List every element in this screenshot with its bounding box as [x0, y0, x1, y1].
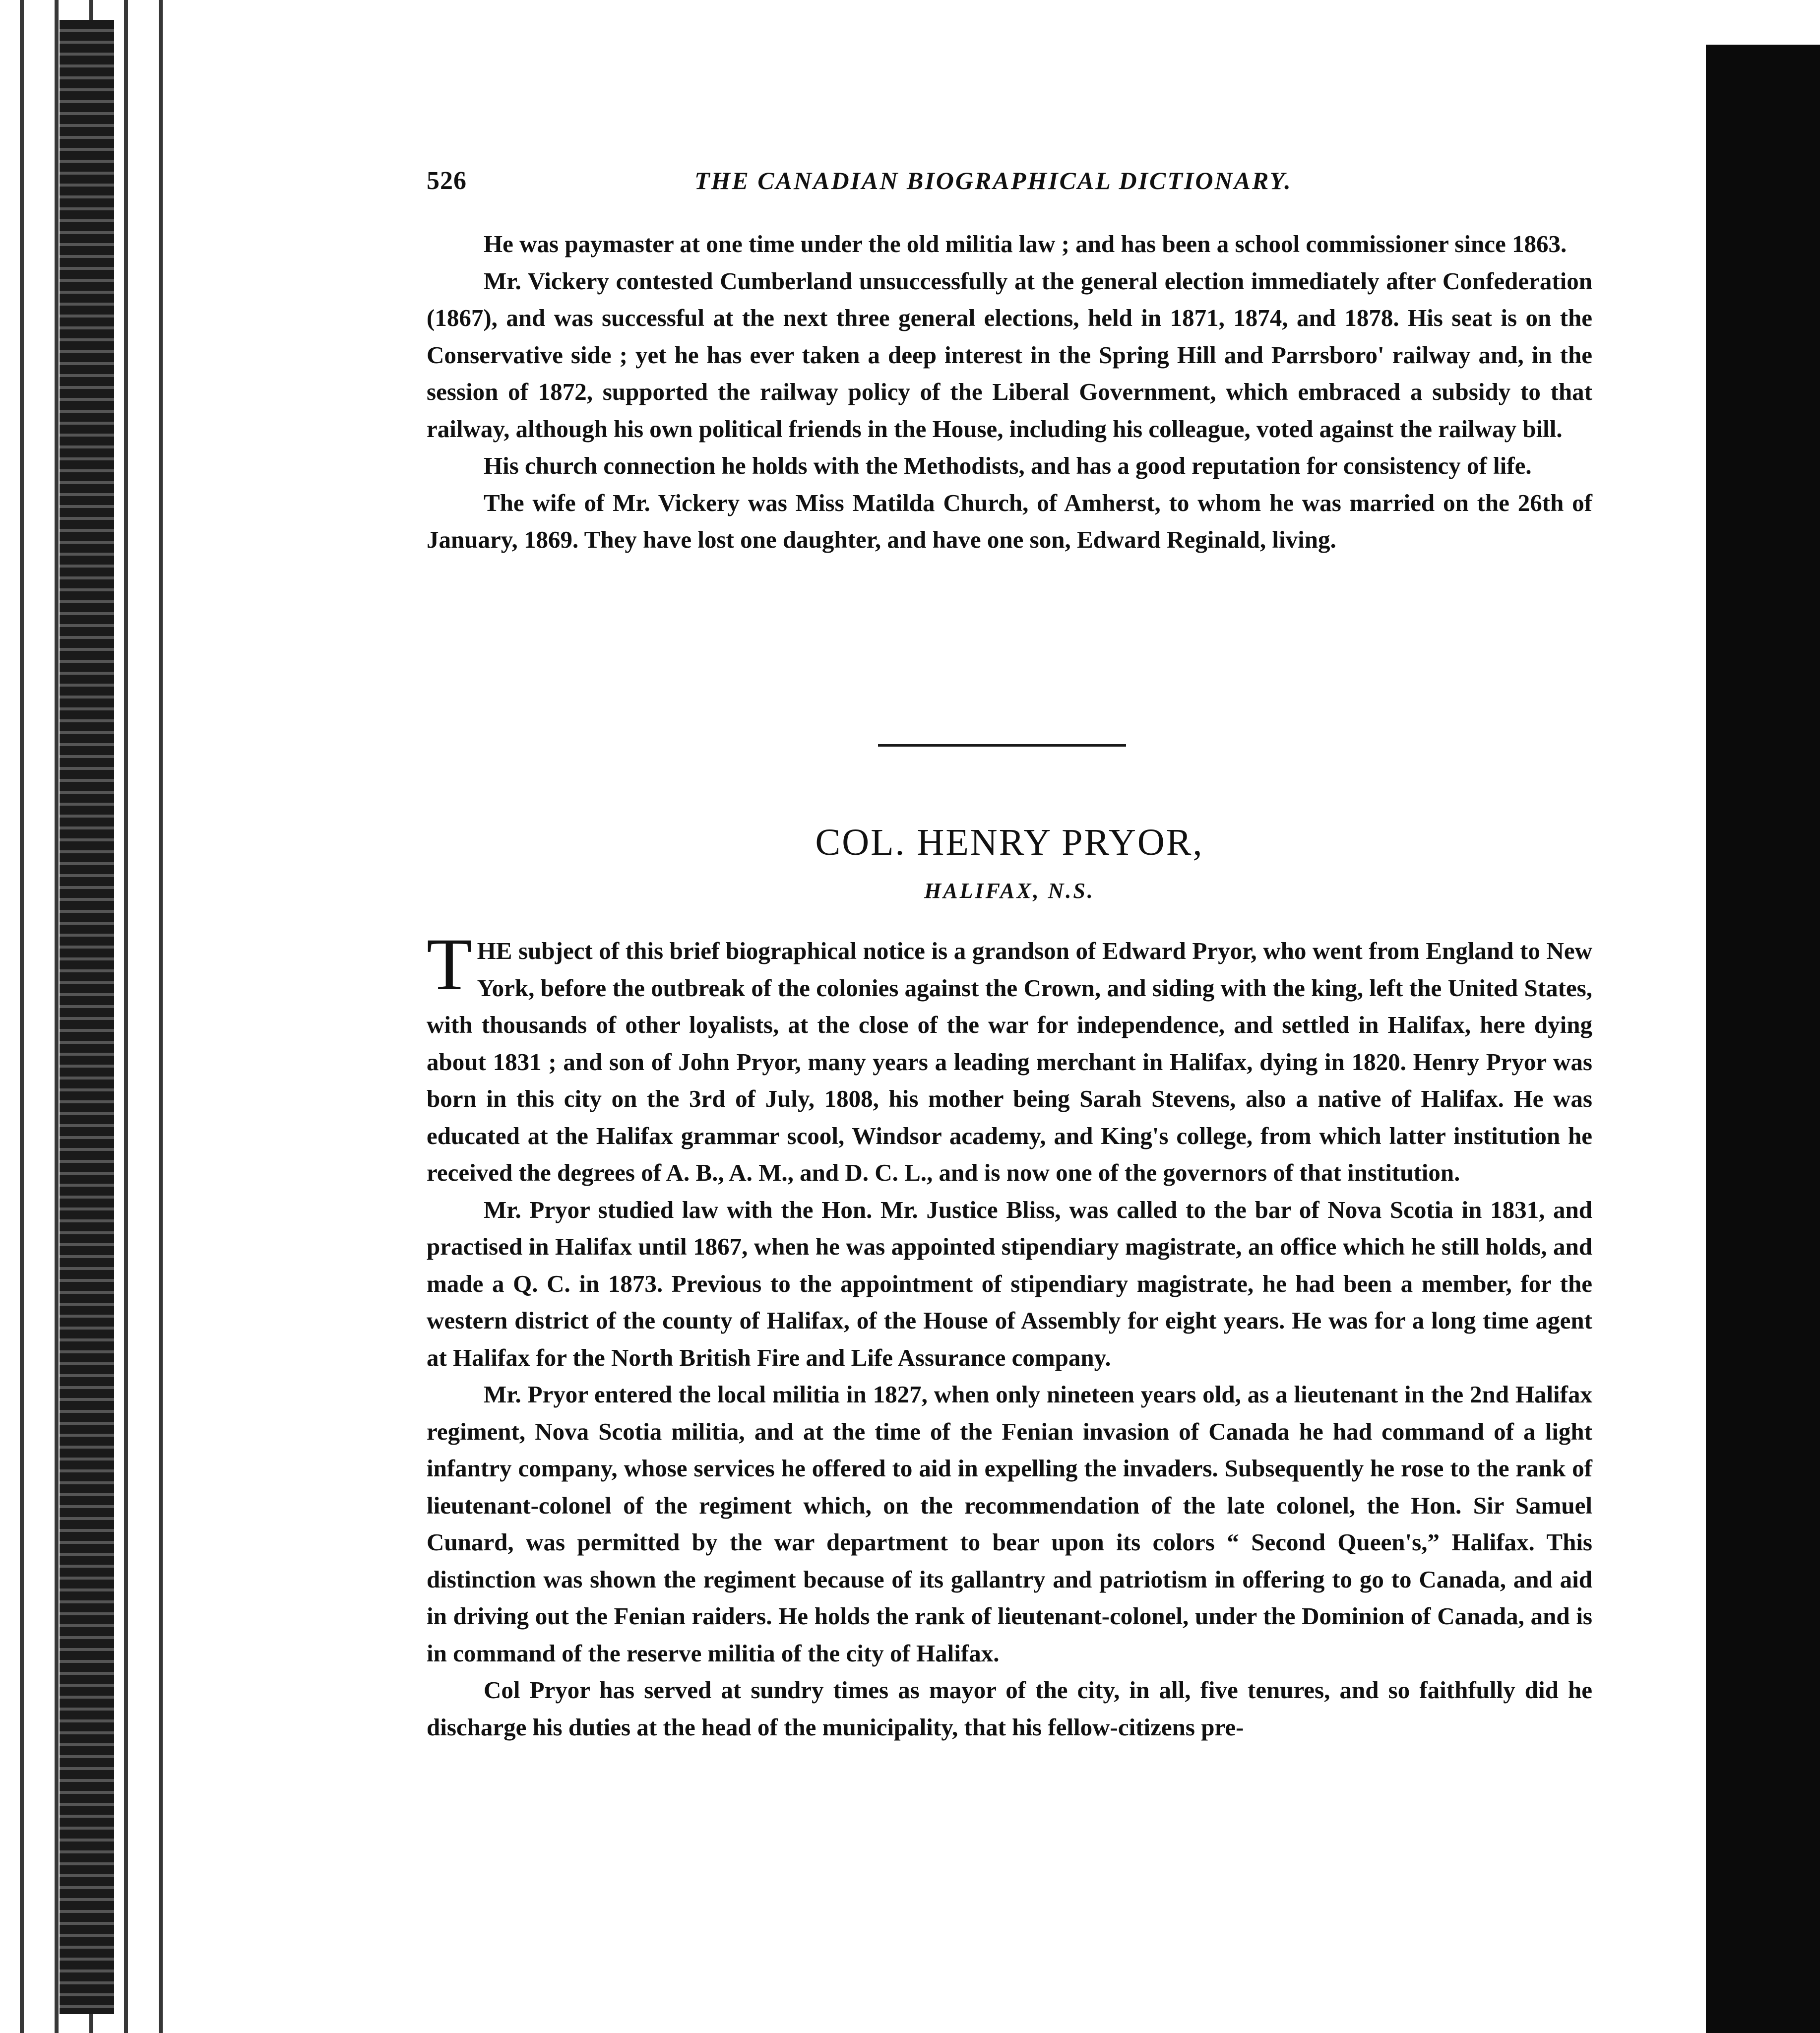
scan-edge-right [1706, 45, 1820, 2033]
running-head: THE CANADIAN BIOGRAPHICAL DICTIONARY. [694, 167, 1292, 194]
paragraph [427, 923, 1592, 1192]
paragraph: Mr. Vickery contested Cumberland unsuccessfully at the general election immediately after Confederation (1867), and was successful at the next three general elections, held in 1871, 1874, and 1878. His seat is on the Conservative side ; yet he has ever taken a deep interest in the Spring Hill and Parrsboro' railway and, in the session of 1872, supported the railway policy of the Liberal Government, which embraced a subsidy to that railway, although his own political friends in the House, including his colleague, voted against the railway bill. [427, 267, 1592, 443]
article-title: COL. HENRY PRYOR, [815, 822, 1204, 863]
paragraph-text: HE subject of this brief biographical notice is a grandson of Edward Pryor, who went from England to New York, before the outbreak of the colonies against the Crown, and siding with the king, left the United States, with thousands of other loyalists, at the close of the war for independence, and settled in Halifax, here dying about 1831 ; and son of John Pryor, many years a leading merchant in Halifax, dying in 1820. Henry Pryor was born in this city on the 3rd of July, 1808, his mother being Sarah Stevens, also a native of Halifax. He was educated at the Halifax grammar scool, Windsor academy, and King's college, from which latter institution he received the degrees of A. B., A. M., and D. C. L., and is now one of the governors of that institution. [427, 937, 1592, 1186]
page-number: 526 [427, 167, 467, 195]
article-place: HALIFAX, N.S. [924, 879, 1095, 903]
drop-cap: T [427, 923, 472, 1006]
paragraph: The wife of Mr. Vickery was Miss Matilda Church, of Amherst, to whom he was married on the 26th of January, 1869. They have lost one daughter, and have one son, Edward Reginald, living. [427, 489, 1592, 553]
page-header [427, 166, 1602, 206]
paragraph: Mr. Pryor studied law with the Hon. Mr. Justice Bliss, was called to the bar of Nova Scotia in 1831, and practised in Halifax until 1867, when he was appointed stipendiary magistrate, an office which he still holds, and made a Q. C. in 1873. Previous to the appointment of stipendiary magistrate, he had been a member, for the western district of the county of Halifax, of the House of Assembly for eight years. He was for a long time agent at Halifax for the North British Fire and Life Assurance company. [427, 1196, 1592, 1371]
paragraph: He was paymaster at one time under the old militia law ; and has been a school commissioner since 1863. [484, 230, 1567, 257]
paragraph: His church connection he holds with the Methodists, and has a good reputation for consistency of life. [484, 452, 1532, 479]
paragraph: Col Pryor has served at sundry times as mayor of the city, in all, five tenures, and so faithfully did he discharge his duties at the head of the municipality, that his fellow-citizens pre- [427, 1676, 1592, 1741]
previous-entry-continuation [427, 226, 1592, 559]
article-body [427, 923, 1592, 1746]
scan-binding-shadow [60, 20, 114, 2014]
section-divider [878, 744, 1126, 747]
paragraph: Mr. Pryor entered the local militia in 1827, when only nineteen years old, as a lieutenant in the 2nd Halifax regiment, Nova Scotia militia, and at the time of the Fenian invasion of Canada he had command of a light infantry company, whose services he offered to aid in expelling the invaders. Subsequently he rose to the rank of lieutenant-colonel of the regiment which, on the recommendation of the late colonel, the Hon. Sir Samuel Cunard, was permitted by the war department to bear upon its colors “ Second Queen's,” Halifax. This distinction was shown the regiment because of its gallantry and patriotism in offering to go to Canada, and aid in driving out the Fenian raiders. He holds the rank of lieutenant-colonel, under the Dominion of Canada, and is in command of the reserve militia of the city of Halifax. [427, 1381, 1592, 1667]
